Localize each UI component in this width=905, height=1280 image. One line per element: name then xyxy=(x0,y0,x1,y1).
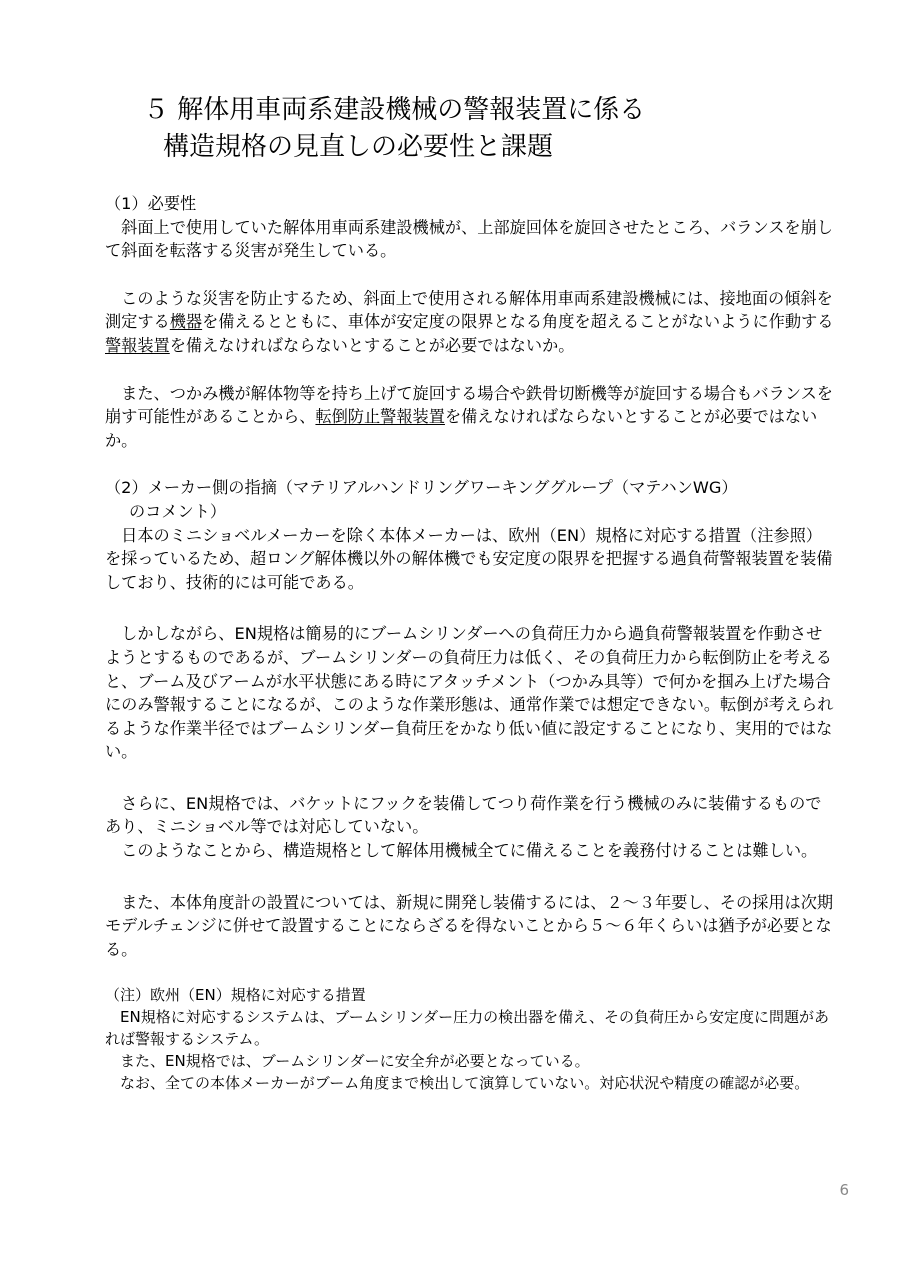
section1-paragraph-3 xyxy=(105,382,835,453)
title-line-2: 構造規格の見直しの必要性と課題 xyxy=(163,132,554,162)
section2-heading: （2）メーカー側の指摘（マテリアルハンドリングワーキンググループ（マテハンWG） xyxy=(105,478,738,498)
section2-paragraph-1: 日本のミニショベルメーカーを除く本体メーカーは、欧州（EN）規格に対応する措置（注参照）を採っているため、超ロング解体機以外の解体機でも安定度の限界を把握する過負荷警報装置を装備しており、技術的には可能である。 xyxy=(105,525,833,592)
section2-paragraph-4: このようなことから、構造規格として解体用機械全てに備えることを義務付けることは難しい。 xyxy=(105,841,818,861)
underlined-term-alarm-device: 警報装置 xyxy=(105,335,170,355)
document-body xyxy=(105,192,835,1094)
text-run: を備えるとともに、車体が安定度の限界となる角度を超えることがないように作動する xyxy=(202,312,834,332)
text-run: また、つかみ機が解体物等を持ち上げて旋回する場合や鉄骨切断機等が旋回する場合もバランスを崩す可能性があることから、 xyxy=(105,383,833,427)
page-number: 6 xyxy=(839,1181,849,1199)
section2-paragraph-3: さらに、EN規格では、バケットにフックを装備してつり荷作業を行う機械のみに装備するものであり、ミニショベル等では対応していない。 xyxy=(105,793,822,837)
section2-paragraph-5: また、本体角度計の設置については、新規に開発し装備するには、２～３年要し、その採用は次期モデルチェンジに併せて設置することにならざるを得ないことから５～６年くらいは猶予が必要となる。 xyxy=(105,892,834,959)
note-line-2: また、EN規格では、ブームシリンダーに安全弁が必要となっている。 xyxy=(105,1052,590,1071)
section1-paragraph-1: 斜面上で使用していた解体用車両系建設機械が、上部旋回体を旋回させたところ、バランスを崩して斜面を転落する災害が発生している。 xyxy=(105,217,833,261)
underlined-term-equipment: 機器 xyxy=(169,312,203,332)
section1-heading: （1）必要性 xyxy=(105,194,197,213)
text-run: を備えなければならないとすることが必要ではないか。 xyxy=(105,407,818,450)
footnote-block xyxy=(105,984,835,1094)
underlined-term-overturn-alarm: 転倒防止警報装置 xyxy=(315,407,445,427)
note-line-3: なお、全ての本体メーカーがブーム角度まで検出して演算していない。対応状況や精度の確認が必要。 xyxy=(105,1074,810,1093)
text-run: このような災害を防止するため、斜面上で使用される解体用車両系建設機械には、接地面の傾斜を測定する xyxy=(105,288,833,332)
note-heading: （注）欧州（EN）規格に対応する措置 xyxy=(105,986,366,1005)
section2-paragraph-2: しかしながら、EN規格は簡易的にブームシリンダーへの負荷圧力から過負荷警報装置を作動させようとするものであるが、ブームシリンダーの負荷圧力は低く、その負荷圧力から転倒防止を考えると、ブーム及びアームが水平状態にある時にアタッチメント（つかみ具等）で何かを掴み上げた場合にのみ警報することになるが、このような作業形態は、通常作業では想定できない。転倒が考えられるような作業半径ではブームシリンダー負荷圧をかなり低い値に設定することになり、実用的ではない。 xyxy=(105,624,834,762)
text-run: を備えなければならないとすることが必要ではないか。 xyxy=(169,335,575,355)
section2-heading-cont: のコメント） xyxy=(129,501,227,521)
title-line-1: ５ 解体用車両系建設機械の警報装置に係る xyxy=(143,95,646,125)
section1-paragraph-2 xyxy=(105,287,835,358)
note-line-1: EN規格に対応するシステムは、ブームシリンダー圧力の検出器を備え、その負荷圧から安定度に問題があれば警報するシステム。 xyxy=(105,1008,830,1049)
page-title xyxy=(143,92,645,166)
